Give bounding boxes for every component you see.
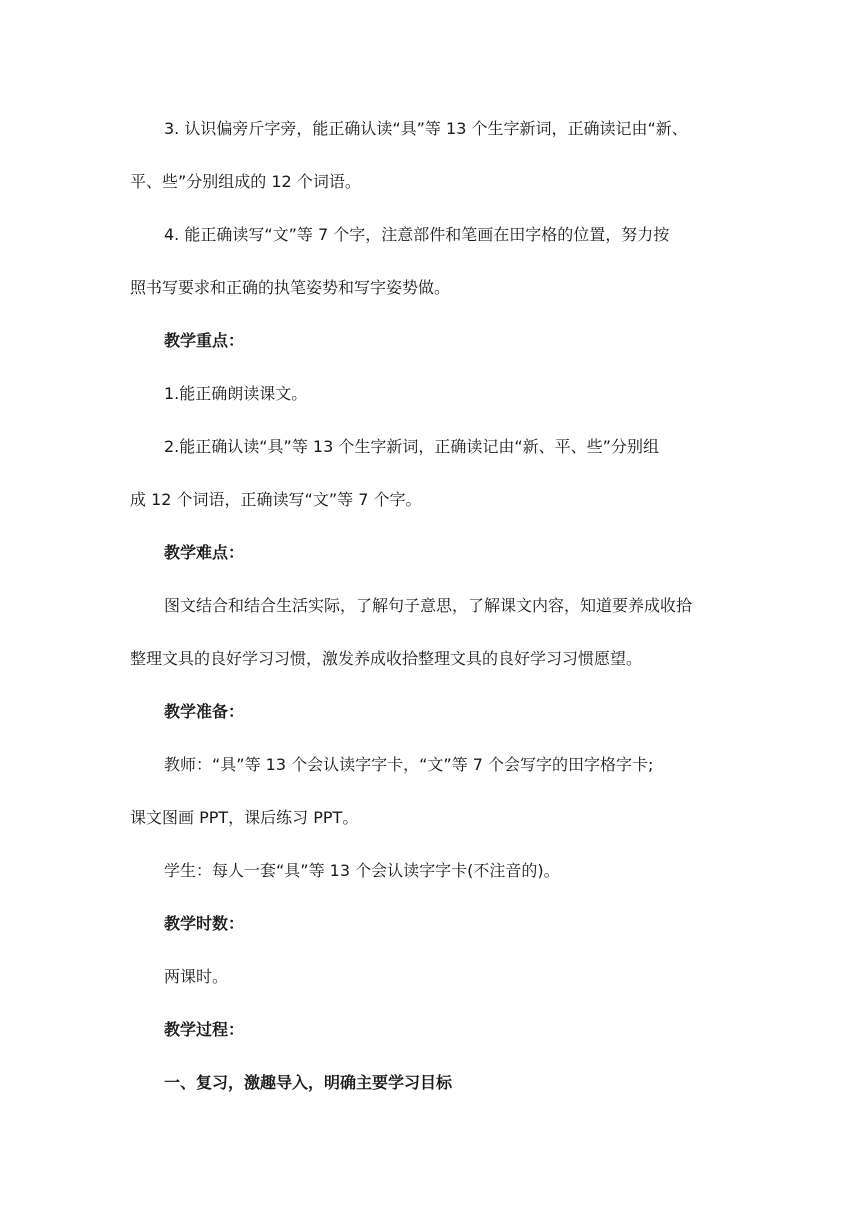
preparation-student-paragraph — [130, 844, 732, 897]
paragraph-line: 1.能正确朗读课文。 — [164, 384, 308, 403]
paragraph-line: 教师：“具”等 13 个会认读字字卡，“文”等 7 个会写字的田字格字卡; — [164, 755, 654, 774]
paragraph-line: 3. 认识偏旁斤字旁，能正确认读“具”等 13 个生字新词，正确读记由“新、 — [164, 119, 688, 138]
difficulty-heading: 教学难点： — [164, 543, 245, 562]
preparation-heading: 教学准备： — [164, 702, 245, 721]
hours-heading: 教学时数： — [164, 914, 245, 933]
paragraph-line: 平、些”分别组成的 12 个词语。 — [130, 172, 361, 191]
preparation-teacher-paragraph — [130, 738, 732, 844]
difficulty-paragraph — [130, 579, 732, 685]
key-points-heading: 教学重点： — [164, 331, 245, 350]
section-one-heading: 一、复习，激趣导入，明确主要学习目标 — [164, 1073, 453, 1092]
hours-paragraph — [130, 950, 732, 1003]
key-point-2 — [130, 420, 732, 526]
paragraph-line: 学生：每人一套“具”等 13 个会认读字字卡(不注音的)。 — [164, 861, 560, 880]
paragraph-line: 整理文具的良好学习习惯，激发养成收拾整理文具的良好学习习惯愿望。 — [130, 649, 643, 668]
paragraph-line: 成 12 个词语，正确读写“文”等 7 个字。 — [130, 490, 422, 509]
paragraph-line: 两课时。 — [164, 967, 229, 986]
process-heading: 教学过程： — [164, 1020, 245, 1039]
objective-3-paragraph — [130, 102, 732, 208]
paragraph-line: 4. 能正确读写“文”等 7 个字，注意部件和笔画在田字格的位置，努力按 — [164, 225, 670, 244]
paragraph-line: 2.能正确认读“具”等 13 个生字新词，正确读记由“新、平、些”分别组 — [164, 437, 659, 456]
document-page — [130, 102, 732, 1109]
paragraph-line: 图文结合和结合生活实际，了解句子意思，了解课文内容，知道要养成收拾 — [164, 596, 693, 615]
objective-4-paragraph — [130, 208, 732, 314]
paragraph-line: 课文图画 PPT，课后练习 PPT。 — [130, 808, 359, 827]
key-point-1 — [130, 367, 732, 420]
paragraph-line: 照书写要求和正确的执笔姿势和写字姿势做。 — [130, 278, 451, 297]
